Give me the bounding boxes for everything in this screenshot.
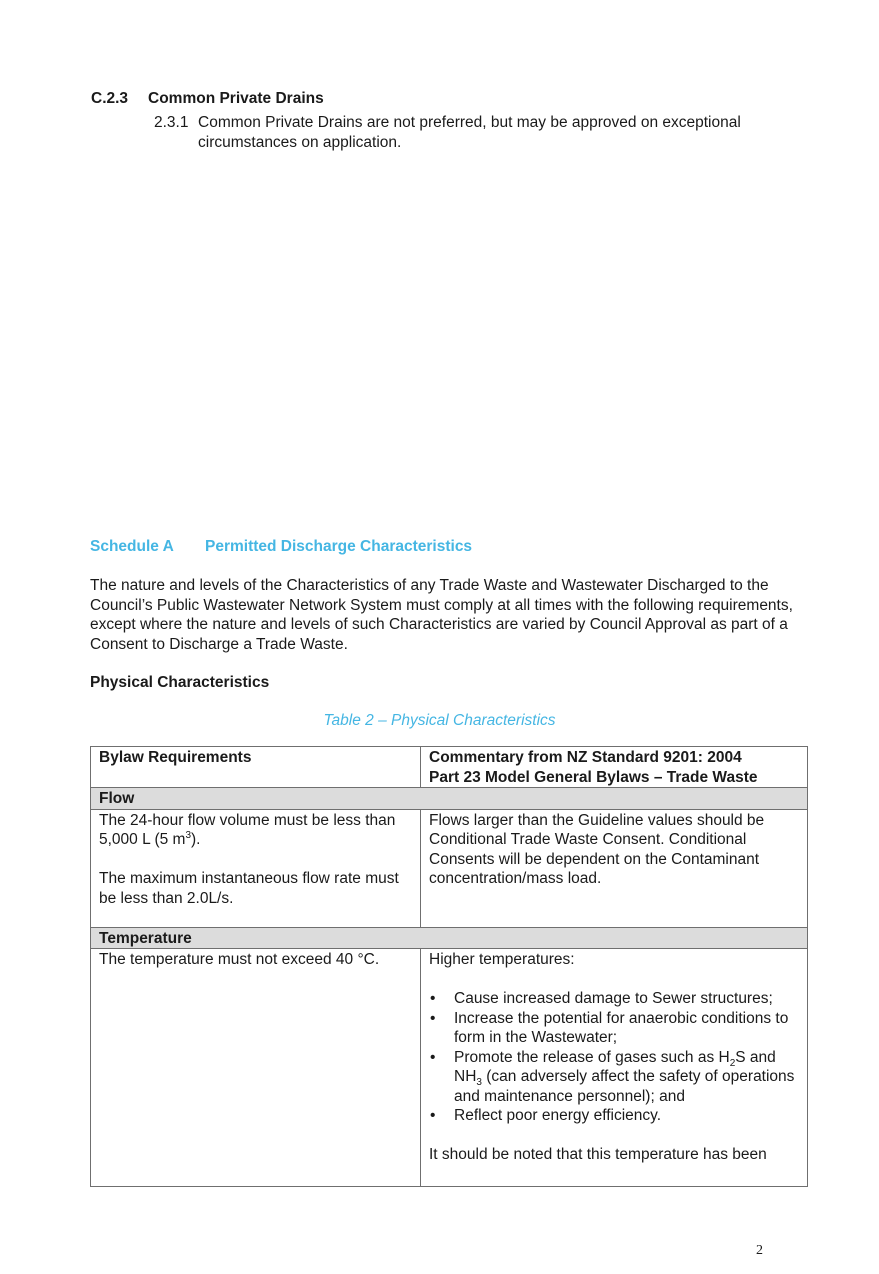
temperature-row xyxy=(91,949,808,1187)
clause-text-line1: Common Private Drains are not preferred, but may be approved on exceptional xyxy=(198,114,741,131)
flow-commentary: Flows larger than the Guideline values should be Conditional Trade Waste Consent. Conditional Consents will be dependent on the Contaminant concentration/mass load. xyxy=(421,809,808,927)
col1-header: Bylaw Requirements xyxy=(91,747,421,788)
flow-req-volume-end: ). xyxy=(191,831,201,848)
list-item xyxy=(454,1048,799,1107)
temperature-bullets xyxy=(429,989,799,1126)
intro-paragraph: The nature and levels of the Characteristics of any Trade Waste and Wastewater Discharged to the Council’s Public Wastewater Network System must comply at all times with the following requirements, except where the nature and levels of such Characteristics are varied by Council Approval as part of a Consent to Discharge a Trade Waste. xyxy=(90,577,793,653)
bullet3-text-b: S and NH xyxy=(454,1048,776,1085)
flow-req-volume-sup: 3 xyxy=(185,829,192,841)
list-item: • Reflect poor energy efficiency. xyxy=(454,1106,799,1126)
clause-number: 2.3.1 xyxy=(154,114,189,131)
section-heading-c23 xyxy=(91,90,324,108)
flow-req-volume-text: The 24-hour flow volume must be less than 5,000 L (5 m xyxy=(99,811,396,848)
temperature-section-row xyxy=(91,927,808,949)
section-title: Common Private Drains xyxy=(148,90,324,107)
table-header-row xyxy=(91,747,808,788)
col2-header-line2: Part 23 Model General Bylaws – Trade Waste xyxy=(429,768,758,786)
section-number: C.2.3 xyxy=(91,90,129,107)
flow-req-volume xyxy=(99,811,412,850)
bullet3-text-a: Promote the release of gases such as H xyxy=(454,1048,730,1066)
list-item: • Cause increased damage to Sewer structures; xyxy=(454,989,799,1009)
col2-header-line1: Commentary from NZ Standard 9201: 2004 xyxy=(429,749,742,766)
schedule-title: Permitted Discharge Characteristics xyxy=(205,538,473,555)
flow-row xyxy=(91,809,808,927)
schedule-heading xyxy=(90,538,472,556)
page-number: 2 xyxy=(756,1243,763,1258)
table-caption: Table 2 – Physical Characteristics xyxy=(323,712,556,729)
flow-section-row xyxy=(91,788,808,810)
clause-text-line2: circumstances on application. xyxy=(198,134,402,151)
physical-characteristics-table xyxy=(90,746,808,1187)
schedule-label: Schedule A xyxy=(90,538,174,555)
temperature-intro: Higher temperatures: xyxy=(429,951,575,968)
temperature-section-label: Temperature xyxy=(91,927,808,949)
clause-2-3-1 xyxy=(154,113,804,153)
physical-characteristics-heading: Physical Characteristics xyxy=(90,674,270,691)
temperature-commentary xyxy=(421,949,808,1187)
bullet3-text-c: (can adversely affect the safety of operations and maintenance personnel); and xyxy=(454,1068,795,1105)
temperature-note: It should be noted that this temperature has been xyxy=(429,1146,767,1163)
temperature-requirement: The temperature must not exceed 40 °C. xyxy=(91,949,421,1187)
list-item: • Increase the potential for anaerobic conditions to form in the Wastewater; xyxy=(454,1009,799,1048)
flow-requirements xyxy=(91,809,421,927)
bullet3-sub2: 3 xyxy=(476,1077,482,1089)
bullet3-sub1: 2 xyxy=(729,1057,736,1069)
col2-header xyxy=(421,747,808,788)
flow-req-rate: The maximum instantaneous flow rate must be less than 2.0L/s. xyxy=(99,870,399,907)
flow-section-label: Flow xyxy=(91,788,808,810)
